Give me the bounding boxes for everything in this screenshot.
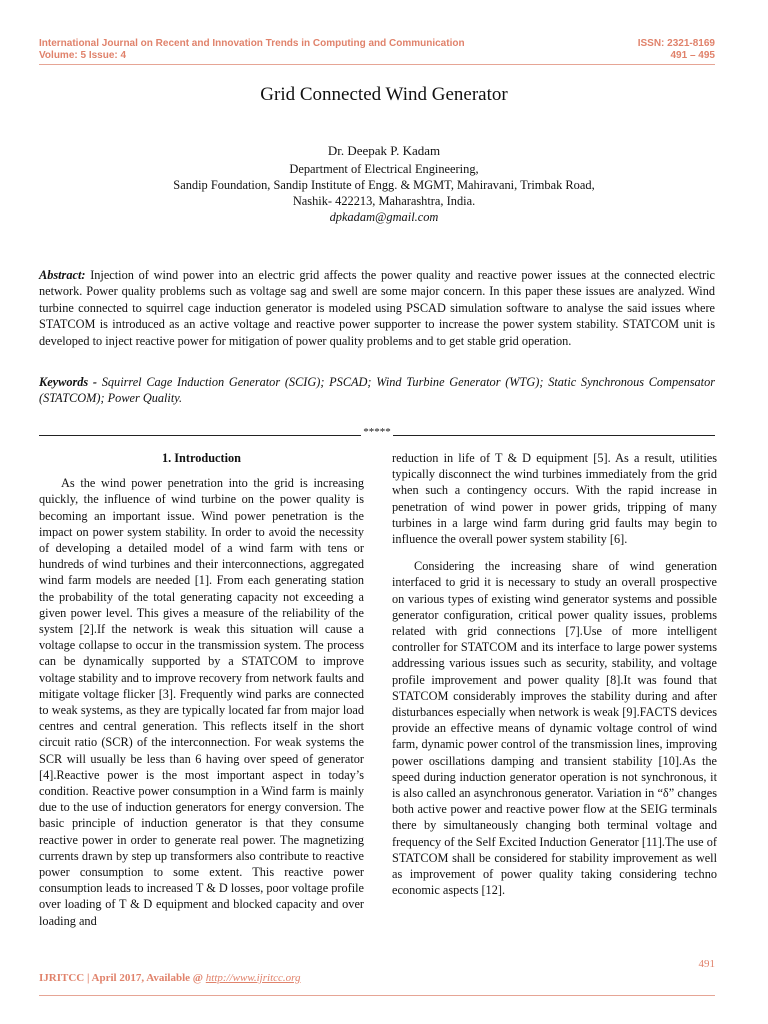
- paper-title: Grid Connected Wind Generator: [260, 84, 508, 105]
- left-column: [39, 450, 364, 929]
- page-number: 491: [698, 958, 715, 970]
- issn: ISSN: 2321-8169: [637, 38, 715, 49]
- separator-line-right: [393, 435, 715, 436]
- author-institute: Sandip Foundation, Sandip Institute of Engg. & MGMT, Mahiravani, Trimbak Road,: [173, 178, 595, 192]
- intro-paragraph-2: Considering the increasing share of wind generation interfaced to grid it is necessary to study an overall prospective on various types of existing wind generator systems and possible generator configuration, critical power quality issues, problems related with grid connections [7].Use of more intelligent controller for STATCOM and its interface to large power systems addressing various issues such as security, stability, and voltage profile improvement and power quality [8].It was found that STATCOM considerably improves the stability during and after disturbances especially when network is weak [9].FACTS devices provide an effective means of dynamic voltage control of wind farm, dynamic power control of the transmission lines, improving power oscillations damping and transient stability [10].As the speed during induction generator operation is not synchronous, it is also called an asynchronous generator. Variation in “δ” changes both active power and reactive power flow at the SEIG terminals there by simultaneously changing both terminal voltage and frequency of the Self Excited Induction Generator [11].The use of STATCOM shall be considered for stability improvement as well as improvement of power quality taking considering techno economic aspects [12].: [392, 559, 717, 898]
- author-block: [0, 143, 768, 225]
- author-address: Nashik- 422213, Maharashtra, India.: [292, 194, 476, 208]
- keywords: [39, 374, 715, 407]
- footer-journal: IJRITCC | April 2017, Available @: [39, 972, 206, 984]
- right-column: [392, 450, 717, 898]
- abstract: [39, 267, 715, 349]
- section-heading: 1. Introduction: [161, 451, 242, 465]
- page-range: 491 – 495: [670, 50, 715, 61]
- abstract-label: Abstract:: [39, 268, 86, 282]
- keywords-text: Squirrel Cage Induction Generator (SCIG); PSCAD; Wind Turbine Generator (WTG); Static Synchronous Compensator (STATCOM); Power Quality.: [39, 375, 715, 406]
- footer-rule: [39, 995, 715, 996]
- section-separator: [39, 426, 715, 438]
- running-header-left: [39, 38, 465, 62]
- keywords-label: Keywords -: [39, 375, 98, 389]
- footer: [39, 972, 301, 984]
- journal-name: International Journal on Recent and Innovation Trends in Computing and Communication: [39, 38, 465, 49]
- running-header-right: [638, 38, 715, 62]
- footer-url-link[interactable]: http://www.ijritcc.org: [205, 972, 301, 984]
- separator-line-left: [39, 435, 361, 436]
- volume-issue: Volume: 5 Issue: 4: [39, 50, 127, 61]
- author-name: Dr. Deepak P. Kadam: [327, 143, 441, 158]
- header-rule: [39, 64, 715, 65]
- intro-paragraph-1-continued: reduction in life of T & D equipment [5]. As a result, utilities typically disconnect the wind turbines immediately from the grid when such a contingency occurs. With the rapid increase in penetration of wind power in power grids, tripping of many turbines in a large wind farm during grid faults may begin to influence the overall power system stability [6].: [392, 451, 717, 547]
- author-department: Department of Electrical Engineering,: [289, 162, 479, 176]
- intro-paragraph-1: As the wind power penetration into the grid is increasing quickly, the influence of wind turbine on the power quality is becoming an important issue. Wind power penetration is the impact on power system stability. In order to avoid the necessity of developing a detailed model of a wind farm with tens or hundreds of wind turbines and their interconnections, aggregated wind farm models are needed [1]. From each generating station the probability of the total generating capacity not exceeding a given power level. This gives a measure of the reliability of the system [2].If the network is weak this situation will cause a voltage collapse to occur in the transmission system. The process can be dynamically supported by a STATCOM to improve voltage stability and to improve recovery from network faults and mitigate voltage flicker [3]. Frequently wind parks are connected to weak systems, as they are typically located far from major load centres and central generation. This reflects itself in the short circuit ratio (SCR) of the interconnection. For weak systems the SCR will usually be less than 6 having over speed of generator [4].Reactive power is the most important aspect in today’s condition. Reactive power consumption in a Wind farm is mainly due to the use of induction generators for energy conversion. The basic principle of induction generator is that they consume reactive power in order to generate real power. The magnetizing currents drawn by step up transformers also contribute to reactive power consumption to some extent. This reactive power consumption leads to increased T & D losses, poor voltage profile over loading of T & D equipment and blocked capacity and over loading and: [39, 476, 365, 928]
- author-email: dpkadam@gmail.com: [329, 210, 439, 224]
- abstract-text: Injection of wind power into an electric grid affects the power quality and reactive power issues at the connected electric network. Power quality problems such as voltage sag and swell are some major concern. In this paper these issues are analyzed. Wind turbine connected to squirrel cage induction generator is modeled using PSCAD simulation software to analyse the said issues where STATCOM is introduced as an active voltage and reactive power supporter to increase the power system stability. STATCOM unit is developed to inject reactive power for mitigation of power quality problems and to get stable grid operation.: [39, 268, 715, 348]
- separator-stars: *****: [363, 426, 391, 438]
